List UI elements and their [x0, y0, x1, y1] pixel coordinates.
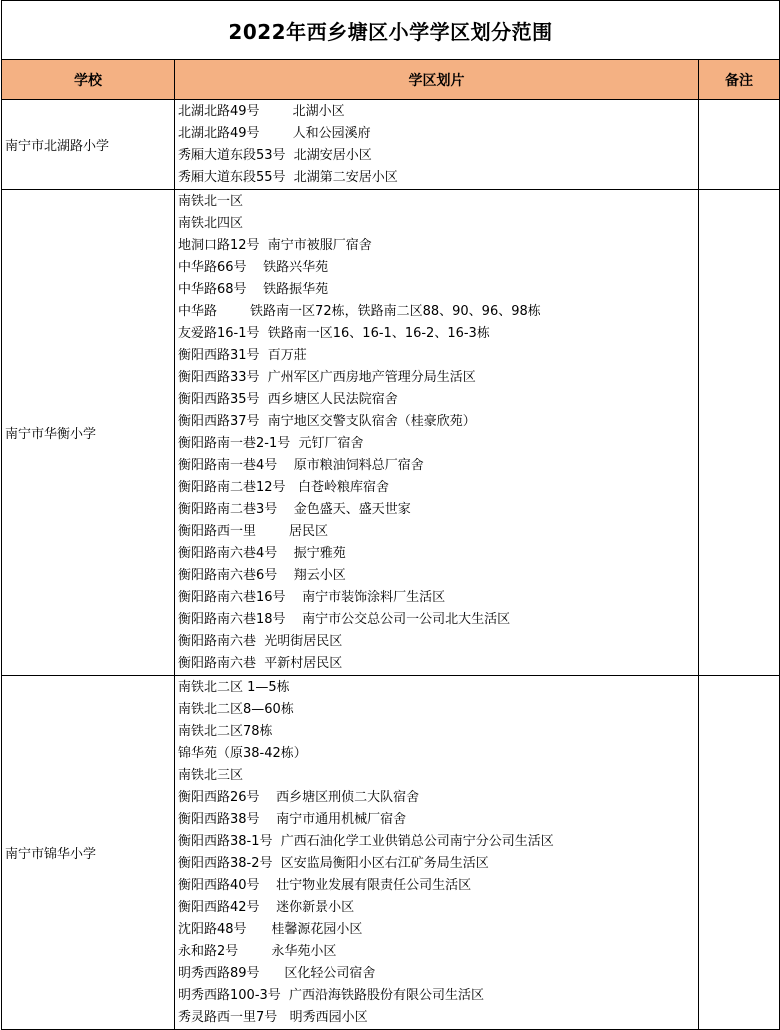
district-line: 衡阳路南二巷3号 金色盛天、盛天世家	[178, 502, 411, 517]
district-line: 衡阳路南六巷16号 南宁市装饰涂料厂生活区	[178, 590, 446, 605]
district-line: 南铁北二区8—60栋	[178, 702, 294, 717]
page-title: 2022年西乡塘区小学学区划分范围	[2, 1, 780, 60]
district-line: 衡阳路南二巷12号 白苍岭粮库宿舍	[178, 480, 389, 495]
title-row	[2, 1, 780, 60]
district-line: 北湖北路49号 人和公园溪府	[178, 126, 371, 141]
district-line: 南铁北一区	[178, 194, 244, 209]
header-row	[2, 60, 780, 100]
note-cell	[699, 100, 780, 190]
school-name: 南宁市北湖路小学	[2, 100, 175, 190]
district-line: 南铁北四区	[178, 216, 244, 231]
table-row	[2, 190, 780, 676]
table-body	[2, 100, 780, 1030]
note-cell	[699, 190, 780, 676]
header-district: 学区划片	[175, 60, 699, 100]
school-name: 南宁市锦华小学	[2, 676, 175, 1030]
district-line: 南铁北二区78栋	[178, 724, 273, 739]
district-line: 衡阳西路33号 广州军区广西房地产管理分局生活区	[178, 370, 476, 385]
district-line: 沈阳路48号 桂馨源花园小区	[178, 922, 363, 937]
district-line: 北湖北路49号 北湖小区	[178, 104, 345, 119]
district-line: 衡阳西路38-2号 区安监局衡阳小区右江矿务局生活区	[178, 856, 489, 871]
district-line: 衡阳路南六巷6号 翔云小区	[178, 568, 346, 583]
table-row	[2, 676, 780, 1030]
district-line: 衡阳西路37号 南宁地区交警支队宿舍（桂豪欣苑）	[178, 414, 476, 429]
district-table	[1, 0, 780, 1030]
table-row	[2, 100, 780, 190]
district-line: 中华路 铁路南一区72栋，铁路南二区88、90、96、98栋	[178, 304, 541, 319]
district-line: 衡阳路南六巷 平新村居民区	[178, 656, 343, 671]
district-line: 秀灵路西一里7号 明秀西园小区	[178, 1010, 368, 1025]
district-line: 衡阳路南一巷4号 原市粮油饲料总厂宿舍	[178, 458, 424, 473]
district-list	[175, 676, 699, 1030]
district-line: 衡阳西路31号 百万莊	[178, 348, 307, 363]
district-line: 友爱路16-1号 铁路南一区16、16-1、16-2、16-3栋	[178, 326, 490, 341]
district-line: 衡阳西路26号 西乡塘区刑侦二大队宿舍	[178, 790, 420, 805]
header-note: 备注	[699, 60, 780, 100]
district-line: 衡阳路南六巷18号 南宁市公交总公司一公司北大生活区	[178, 612, 511, 627]
district-list	[175, 100, 699, 190]
district-line: 衡阳路南六巷4号 振宁雅苑	[178, 546, 346, 561]
district-line: 永和路2号 永华苑小区	[178, 944, 337, 959]
district-line: 衡阳西路40号 壮宁物业发展有限责任公司生活区	[178, 878, 472, 893]
district-line: 衡阳西路35号 西乡塘区人民法院宿舍	[178, 392, 398, 407]
district-line: 地洞口路12号 南宁市被服厂宿舍	[178, 238, 372, 253]
district-line: 衡阳路南六巷 光明街居民区	[178, 634, 343, 649]
district-line: 南铁北三区	[178, 768, 244, 783]
district-line: 中华路66号 铁路兴华苑	[178, 260, 329, 275]
district-line: 锦华苑（原38-42栋）	[178, 746, 307, 761]
school-name: 南宁市华衡小学	[2, 190, 175, 676]
note-cell	[699, 676, 780, 1030]
district-list	[175, 190, 699, 676]
district-line: 衡阳西路38-1号 广西石油化学工业供销总公司南宁分公司生活区	[178, 834, 554, 849]
district-line: 明秀西路100-3号 广西沿海铁路股份有限公司生活区	[178, 988, 485, 1003]
district-line: 衡阳西路42号 迷你新景小区	[178, 900, 355, 915]
district-line: 明秀西路89号 区化轻公司宿舍	[178, 966, 376, 981]
district-line: 秀厢大道东段55号 北湖第二安居小区	[178, 170, 398, 185]
district-line: 衡阳西路38号 南宁市通用机械厂宿舍	[178, 812, 407, 827]
district-line: 衡阳路南一巷2-1号 元钉厂宿舍	[178, 436, 364, 451]
district-line: 衡阳路西一里 居民区	[178, 524, 329, 539]
district-line: 中华路68号 铁路振华苑	[178, 282, 329, 297]
district-line: 秀厢大道东段53号 北湖安居小区	[178, 148, 372, 163]
header-school: 学校	[2, 60, 175, 100]
district-line: 南铁北二区 1—5栋	[178, 680, 290, 695]
